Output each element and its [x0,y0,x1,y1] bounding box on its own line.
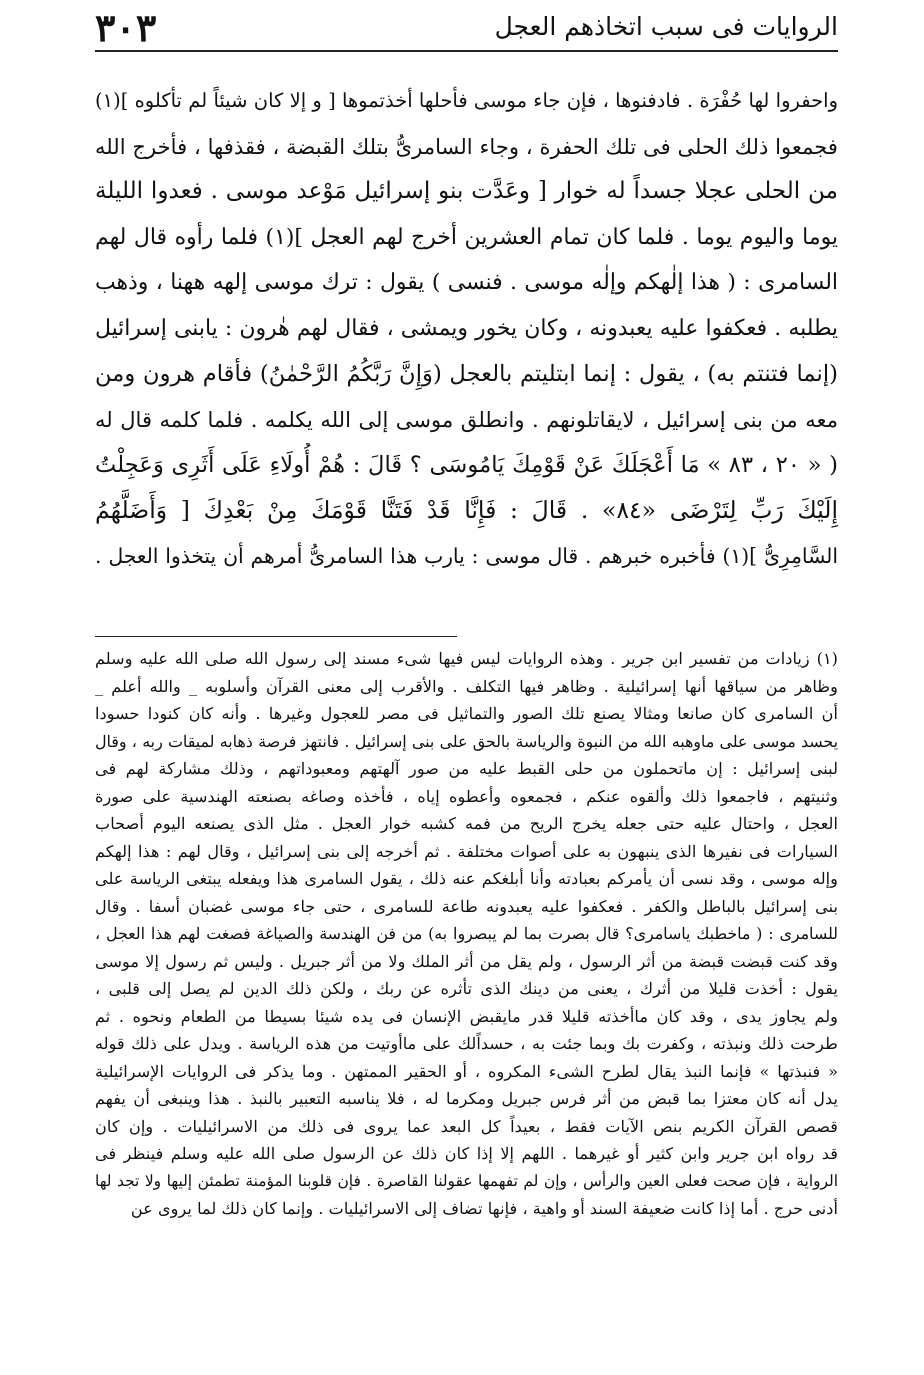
main-text-line: يوما واليوم يوما . فلما كان تمام العشرين أخرج لهم العجل ](١) فلما رأوه قال لهم [95,224,838,250]
footnote-line: وإله موسى ، وقد نسى أن يأمركم بعبادته وأنا أبلغكم عنه ذلك ، يقول السامرى هذا ويفعله يبتغى الرياسة على [95,869,838,888]
footnote-line: (١) زيادات من تفسير ابن جرير . وهذه الروايات ليس فيها شىء مسند إلى رسول الله صلى الله عليه وسلم [95,649,838,668]
footnotes [95,645,838,1223]
footnote-line: يقول : أخذت قليلا من أثرك ، يعنى من دينك الذى تأثره عن ربك ، ولكن ذلك الدين لم يصل إلى قلبى ، [95,979,838,998]
footnote-line: طرحت ذلك ونبذته ، وكفرت بك وبما جئت به ، حسداًلك على ماأوتيت من هذه الرياسة . ويدل على ذلك قوله [95,1034,838,1053]
main-text-line: إِلَيْكَ رَبِّ لِتَرْضَى «٨٤» . قَالَ : فَإِنَّا قَدْ فَتَنَّا قَوْمَكَ مِنْ بَعْدِكَ [ وَأَضَلَّهُمُ [95,496,838,525]
main-text-line: السامرى : ( هذا إلٰهكم وإلٰه موسى . فنسى ) يقول : ترك موسى إلهه ههنا ، وذهب [95,270,838,296]
main-text-line: السَّامِرِىُّ ](١) فأخبره خبرهم . قال موسى : يارب هذا السامرىُّ أمرهم أن يتخذوا العجل . [95,543,838,568]
page-number: ٣٠٣ [95,5,157,50]
page-header [95,6,838,62]
main-text-line: فجمعوا ذلك الحلى فى تلك الحفرة ، وجاء السامرىُّ بتلك القبضة ، فقذفها ، فأخرج الله [95,133,838,159]
footnote-line: السيارات فى نفيرها الذى ينبهون به على أصوات مختلفة . ثم أخرجه إلى بنى إسرائيل ، وقال لهم : هذا إلهكم [95,841,838,861]
footnote-line: « فنبذتها » فإنما النبذ يقال لطرح الشىء المكروه ، أو الحقير الممتهن . وما يذكر فى الروايات الإسرائيلية [95,1061,838,1081]
footnote-line: يحسد موسى على ماوهبه الله من النبوة والرياسة بالحق على بنى إسرائيل . فانتهز فرصة ذهابه لميقات ربه ، وقال [95,731,838,751]
footnote-line: يدل أنه كان معتزا بما قبض من أثر فرس جبريل ومكرما له ، فلا يناسبه التعبير بالنبذ . هذا وينبغى أن يفهم [95,1089,838,1108]
main-text-line: ( « ٢٠ ، ٨٣ » مَا أَعْجَلَكَ عَنْ قَوْمِكَ يَامُوسَى ؟ قَالَ : هُمْ أُولَاءِ عَلَى أَثَرِى وَعَجِلْتُ [95,451,838,478]
footnote-line: قصص القرآن الكريم بنص الآيات فقط ، بعيداً كل البعد عما يروى فى ذلك من الاسرائيليات . وإن كان [95,1116,838,1136]
main-text-line: يطلبه . فعكفوا عليه يعبدونه ، وكان يخور ويمشى ، فقال لهم هٰرون : يابنى إسرائيل [95,315,838,341]
main-text [95,78,838,580]
footnote-line: ولم يجاوز يدى ، وقد كان ماأخذته قليلا قدر مايقبض الإنسان فى يده شيئا بسيطا من الطعام ونحوه . ثم [95,1006,838,1026]
footnote-line: لبنى إسرائيل : إن ماتحملون من حلى القبط عليه من صور آلهتهم ومعبوداتهم ، وذلك مشاركة لهم فى [95,759,838,778]
footnote-line: أن السامرى كان صانعا ومثالا يصنع تلك الصور والتماثيل فى مصر للعجول وغيرها . وأنه كان كنودا حسودا [95,704,838,723]
main-text-line: من الحلى عجلا جسداً له خوار [ وعَدَّت بنو إسرائيل مَوْعد موسى . فعدوا الليلة [95,178,838,205]
main-text-line: واحفروا لها حُفْرَة . فادفنوها ، فإن جاء موسى فأحلها أخذتموها [ و إلا كان شيئاً لم تأكلوه ](١) [95,89,838,112]
running-title: الروايات فى سبب اتخاذهم العجل [494,12,838,41]
main-text-line: معه من بنى إسرائيل ، لايقاتلونهم . وانطلق موسى إلى الله يكلمه . فلما كلمه قال له [95,407,838,433]
footnote-line: وظاهر من سياقها أنها إسرائيلية . وظاهر فيها التكلف . والأقرب إلى معنى القرآن وأسلوبه _ والله أعلم _ [95,676,838,696]
footnote-line: أدنى حرج . أما إذا كانت ضعيفة السند أو واهية ، فإنها تضاف إلى الاسرائيليات . وإنما كان ذلك لما يروى عن [130,1199,838,1218]
header-rule [95,50,838,52]
footnote-line: قد رواه ابن جرير وابن كثير أو غيرهما . اللهم إلا إذا كان ذلك عن الرسول صلى الله عليه وسلم فينظر فى [95,1144,838,1163]
main-text-line: (إنما فتنتم به) ، يقول : إنما ابتليتم بالعجل (وَإِنَّ رَبَّكُمُ الرَّحْمٰنُ) فأقام هرون ومن [95,360,838,387]
footnote-line: العجل ، واحتال عليه حتى جعله يخرج الريح من فمه كشبه خوار العجل . مثل الذى يصنعه اليوم أصحاب [95,814,838,833]
footnote-line: وثنيتهم ، فاجمعوا ذلك وألقوه عنكم ، فجمعوه وأعطوه إياه ، فأخذه وصاغه بصنعته الهندسية على صورة [95,786,838,806]
footnote-line: وقد كنت قبضت قبضة من أثر الرسول ، ولم يقل من أثر الملك ولا من أثر جبريل . وليس ثم رسول إلا موسى [95,951,838,971]
footnote-line: بنى إسرائيل بالباطل والكفر . فعكفوا عليه يعبدونه طاعة للسامرى ، حتى جاء موسى غضبان أسفا . وقال [95,896,838,916]
footnote-line: للسامرى : ( ماخطبك ياسامرى؟ قال بصرت بما لم يبصروا به) من فن الهندسة والصياغة فصغت لهم هذا العجل ، [95,924,838,943]
footnote-line: الرواية ، فإن صحت فعلى العين والرأس ، وإن لم تفهمها عقولنا القاصرة . فإن قلوبنا المؤمنة تطمئن إليها ولا تجد لها [95,1171,838,1190]
footnote-rule [95,636,457,637]
